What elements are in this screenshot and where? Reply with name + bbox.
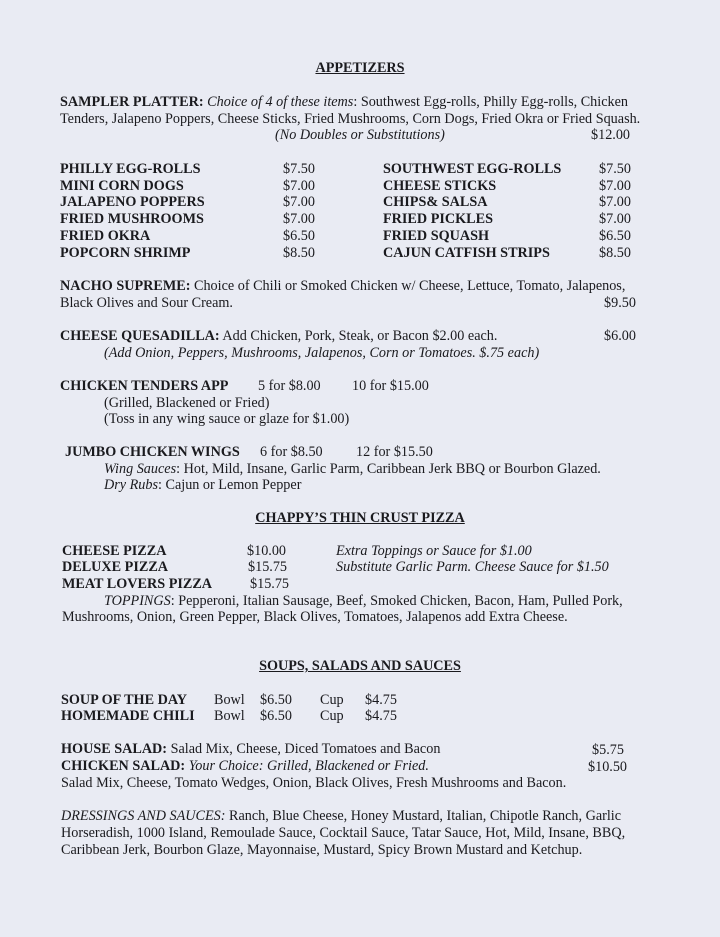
tenders-name: CHICKEN TENDERS APP bbox=[60, 378, 229, 394]
pizza-name: CHEESE PIZZA bbox=[62, 543, 167, 559]
chicken-salad-desc: Your Choice: Grilled, Blackened or Fried. bbox=[185, 758, 429, 774]
app-right-price: $6.50 bbox=[599, 228, 631, 244]
dry-rubs-list: : Cajun or Lemon Pepper bbox=[158, 477, 302, 493]
nacho-name: NACHO SUPREME: bbox=[60, 278, 191, 294]
wings-name: JUMBO CHICKEN WINGS bbox=[65, 444, 240, 460]
app-left-name: JALAPENO POPPERS bbox=[60, 194, 205, 210]
app-left-price: $7.00 bbox=[283, 178, 315, 194]
dressings-label: DRESSINGS AND SAUCES: bbox=[61, 808, 226, 824]
pizza-price: $15.75 bbox=[250, 576, 290, 592]
app-right-price: $7.00 bbox=[599, 178, 631, 194]
app-right-price: $8.50 bbox=[599, 245, 631, 261]
soup-name: HOMEMADE CHILI bbox=[61, 708, 195, 724]
quesadilla-desc-1: Add Chicken, Pork, Steak, or Bacon $2.00 each. bbox=[219, 328, 498, 344]
tenders-option-1: 5 for $8.00 bbox=[258, 378, 321, 394]
nacho-price: $9.50 bbox=[604, 295, 636, 311]
dry-rubs-line bbox=[104, 477, 301, 494]
pizza-name: MEAT LOVERS PIZZA bbox=[62, 576, 213, 592]
app-right-name: CHIPS& SALSA bbox=[383, 194, 488, 210]
soups-heading: SOUPS, SALADS AND SAUCES bbox=[259, 658, 461, 674]
pizza-heading: CHAPPY’S THIN CRUST PIZZA bbox=[255, 510, 465, 526]
cup-label: Cup bbox=[320, 708, 344, 724]
wing-sauces-line bbox=[104, 461, 601, 478]
soup-name: SOUP OF THE DAY bbox=[61, 692, 188, 708]
dressings-line-1 bbox=[61, 808, 621, 825]
bowl-label: Bowl bbox=[214, 708, 245, 724]
wings-option-2: 12 for $15.50 bbox=[356, 444, 433, 460]
pizza-price: $10.00 bbox=[247, 543, 287, 559]
app-left-name: FRIED OKRA bbox=[60, 228, 151, 244]
app-left-name: PHILLY EGG-ROLLS bbox=[60, 161, 201, 177]
bowl-price: $6.50 bbox=[260, 692, 292, 708]
salad-desc: Salad Mix, Cheese, Tomato Wedges, Onion, Black Olives, Fresh Mushrooms and Bacon. bbox=[61, 775, 567, 791]
app-left-price: $6.50 bbox=[283, 228, 315, 244]
sampler-line-1 bbox=[60, 94, 628, 111]
nacho-desc-1: Choice of Chili or Smoked Chicken w/ Cheese, Lettuce, Tomato, Jalapenos, bbox=[190, 278, 626, 294]
quesadilla-line-1 bbox=[60, 328, 497, 345]
app-left-price: $7.50 bbox=[283, 161, 315, 177]
dressings-list-2: Horseradish, 1000 Island, Remoulade Sauce, Cocktail Sauce, Tatar Sauce, Hot, Mild, Insane, BBQ, bbox=[61, 825, 626, 841]
app-left-name: FRIED MUSHROOMS bbox=[60, 211, 204, 227]
bowl-price: $6.50 bbox=[260, 708, 292, 724]
quesadilla-desc-2: (Add Onion, Peppers, Mushrooms, Jalapenos, Corn or Tomatoes. $.75 each) bbox=[104, 345, 540, 361]
app-right-name: FRIED PICKLES bbox=[383, 211, 493, 227]
chicken-salad-line bbox=[61, 758, 429, 775]
cup-label: Cup bbox=[320, 692, 344, 708]
wings-option-1: 6 for $8.50 bbox=[260, 444, 323, 460]
app-right-name: SOUTHWEST EGG-ROLLS bbox=[383, 161, 562, 177]
app-right-price: $7.50 bbox=[599, 161, 631, 177]
house-salad-name: HOUSE SALAD: bbox=[61, 741, 168, 757]
toppings-list-2: Mushrooms, Onion, Green Pepper, Black Olives, Tomatoes, Jalapenos add Extra Cheese. bbox=[62, 609, 568, 625]
pizza-name: DELUXE PIZZA bbox=[62, 559, 169, 575]
quesadilla-price: $6.00 bbox=[604, 328, 636, 344]
app-right-price: $7.00 bbox=[599, 211, 631, 227]
chicken-salad-price: $10.50 bbox=[588, 759, 628, 775]
pizza-note: Extra Toppings or Sauce for $1.00 bbox=[336, 543, 532, 559]
dressings-list-1: Ranch, Blue Cheese, Honey Mustard, Italian, Chipotle Ranch, Garlic bbox=[225, 808, 622, 824]
dry-rubs-label: Dry Rubs bbox=[104, 477, 158, 493]
app-left-price: $7.00 bbox=[283, 211, 315, 227]
tenders-desc-2: (Toss in any wing sauce or glaze for $1.00) bbox=[104, 411, 350, 427]
house-salad-price: $5.75 bbox=[592, 742, 624, 758]
pizza-note: Substitute Garlic Parm. Cheese Sauce for $1.50 bbox=[336, 559, 609, 575]
appetizers-heading: APPETIZERS bbox=[315, 60, 405, 76]
sampler-price: $12.00 bbox=[591, 127, 631, 143]
sampler-name: SAMPLER PLATTER: bbox=[60, 94, 204, 110]
house-salad-desc: Salad Mix, Cheese, Diced Tomatoes and Bacon bbox=[167, 741, 441, 757]
app-right-name: CAJUN CATFISH STRIPS bbox=[383, 245, 550, 261]
app-left-price: $8.50 bbox=[283, 245, 315, 261]
cup-price: $4.75 bbox=[365, 692, 397, 708]
app-left-name: MINI CORN DOGS bbox=[60, 178, 184, 194]
nacho-line-1 bbox=[60, 278, 625, 295]
sampler-note: (No Doubles or Substitutions) bbox=[275, 127, 445, 143]
wing-sauces-list: : Hot, Mild, Insane, Garlic Parm, Caribbean Jerk BBQ or Bourbon Glazed. bbox=[176, 461, 601, 477]
app-right-name: FRIED SQUASH bbox=[383, 228, 490, 244]
app-left-price: $7.00 bbox=[283, 194, 315, 210]
sampler-items-2: Tenders, Jalapeno Poppers, Cheese Sticks, Fried Mushrooms, Corn Dogs, Fried Okra or Fried Squash. bbox=[60, 111, 641, 127]
bowl-label: Bowl bbox=[214, 692, 245, 708]
cup-price: $4.75 bbox=[365, 708, 397, 724]
nacho-desc-2: Black Olives and Sour Cream. bbox=[60, 295, 233, 311]
app-right-name: CHEESE STICKS bbox=[383, 178, 497, 194]
house-salad-line bbox=[61, 741, 440, 758]
quesadilla-name: CHEESE QUESADILLA: bbox=[60, 328, 220, 344]
sampler-choice: Choice of 4 of these items bbox=[207, 94, 354, 110]
chicken-salad-name: CHICKEN SALAD: bbox=[61, 758, 186, 774]
wing-sauces-label: Wing Sauces bbox=[104, 461, 177, 477]
toppings-line-1 bbox=[104, 593, 623, 610]
sampler-items-1: : Southwest Egg-rolls, Philly Egg-rolls, Chicken bbox=[353, 94, 629, 110]
tenders-option-2: 10 for $15.00 bbox=[352, 378, 429, 394]
app-right-price: $7.00 bbox=[599, 194, 631, 210]
toppings-list-1: : Pepperoni, Italian Sausage, Beef, Smoked Chicken, Bacon, Ham, Pulled Pork, bbox=[170, 593, 623, 609]
dressings-list-3: Caribbean Jerk, Bourbon Glaze, Mayonnaise, Mustard, Spicy Brown Mustard and Ketchup. bbox=[61, 842, 583, 858]
toppings-label: TOPPINGS bbox=[104, 593, 171, 609]
pizza-price: $15.75 bbox=[248, 559, 288, 575]
app-left-name: POPCORN SHRIMP bbox=[60, 245, 191, 261]
tenders-desc-1: (Grilled, Blackened or Fried) bbox=[104, 395, 270, 411]
